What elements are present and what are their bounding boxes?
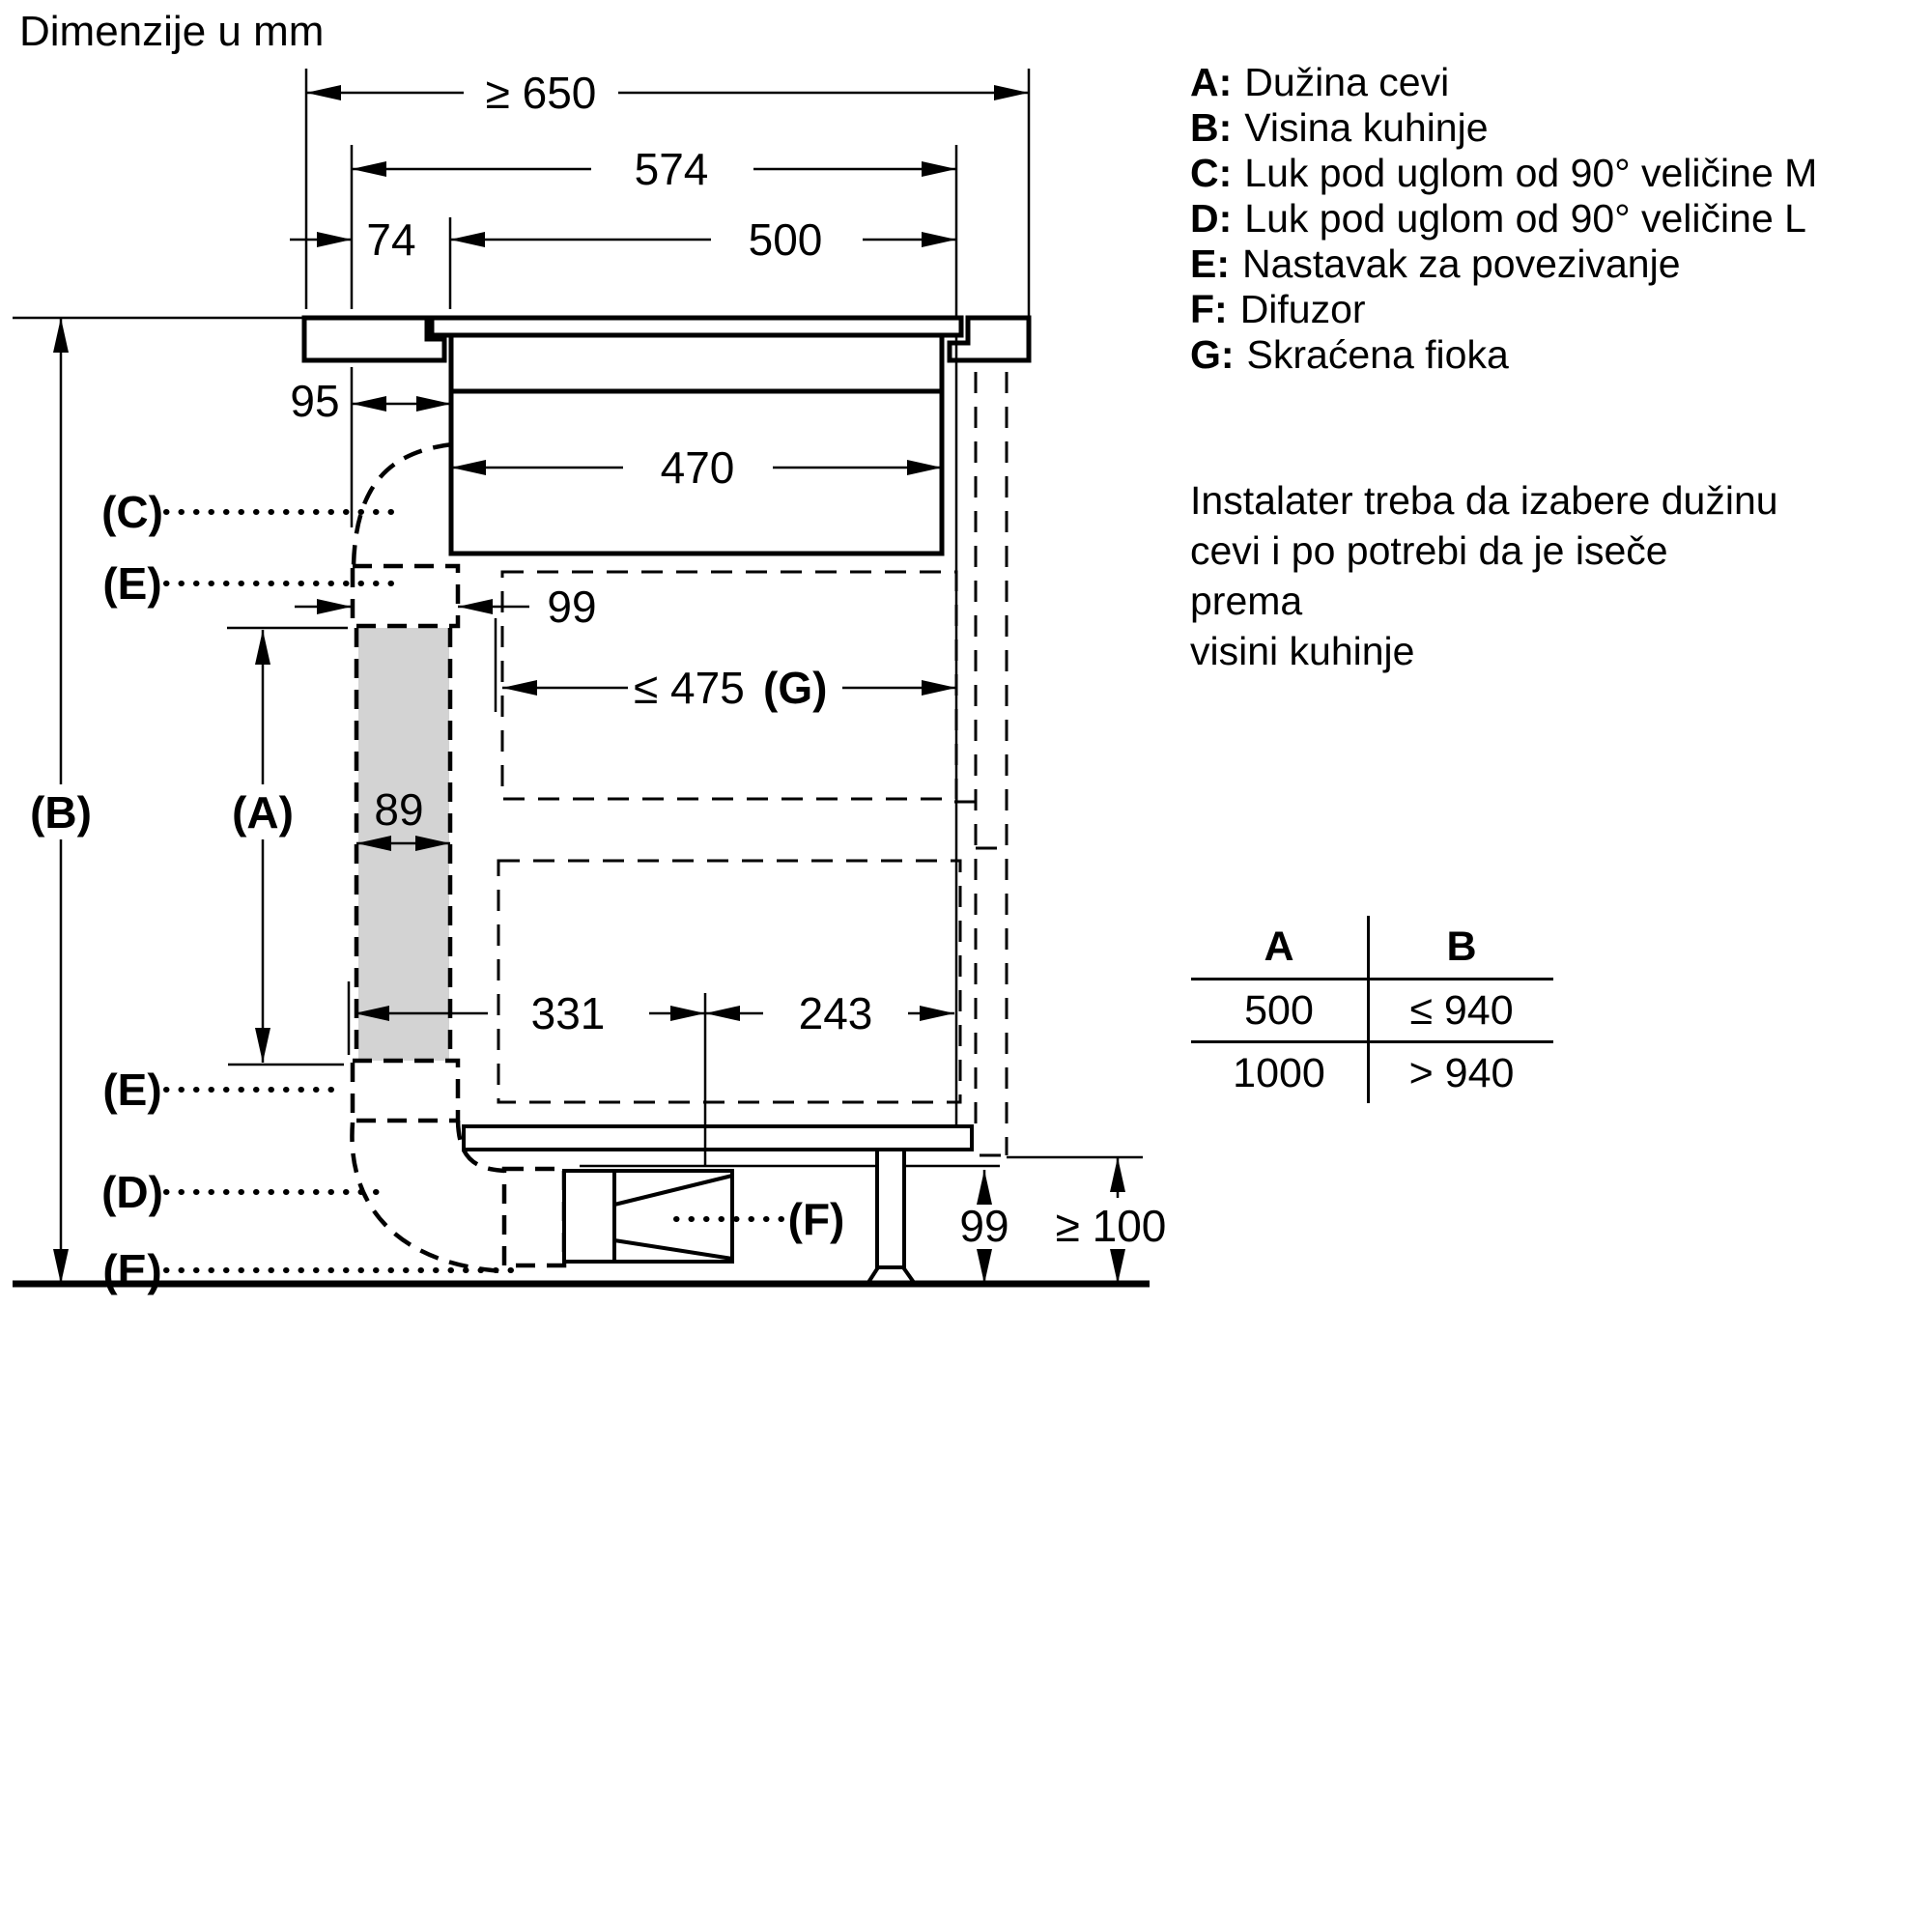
legend-item-g	[1190, 332, 1770, 378]
label-elbow-m-c: (C)	[101, 487, 163, 537]
legend-key-e: E:	[1190, 242, 1230, 286]
dim-connector-width	[295, 582, 597, 632]
elbow-90-size-l	[352, 1121, 504, 1271]
cabinet-back-panel-dashed	[954, 372, 1007, 1155]
label-pipe-length-a: (A)	[232, 787, 294, 838]
dim-connector-width-value: 99	[547, 582, 597, 632]
label-connector-e-top: (E)	[102, 558, 162, 609]
legend-label-c: Luk pod uglom od 90° veličine M	[1244, 151, 1818, 195]
dim-glass-width-value: 574	[634, 144, 709, 194]
legend-label-e: Nastavak za povezivanje	[1242, 242, 1681, 286]
legend-label-g: Skraćena fioka	[1246, 332, 1509, 377]
callout-connector-e-middle	[102, 1065, 346, 1115]
legend-key-a: A:	[1190, 60, 1233, 104]
dim-floor-clearance	[1056, 1157, 1167, 1284]
legend-item-c	[1190, 151, 1818, 196]
connector-horizontal	[504, 1169, 564, 1265]
dim-left-offset	[290, 214, 416, 265]
dim-drawer-depth-value: ≤ 475	[634, 663, 745, 713]
legend-item-f	[1190, 287, 1770, 332]
dim-pipe-length-a	[227, 628, 348, 1065]
table-header-a: A	[1191, 916, 1367, 980]
label-connector-e-bottom: (E)	[102, 1245, 162, 1295]
dim-drawer-depth-key: (G)	[763, 663, 828, 713]
legend-label-a: Dužina cevi	[1244, 60, 1450, 104]
installer-note-line-2: cevi i po potrebi da je iseče prema	[1190, 528, 1668, 623]
legend-item-d	[1190, 196, 1806, 242]
diffuser	[564, 1171, 732, 1262]
callout-elbow-l-d	[101, 1167, 386, 1217]
dim-rear-inset-value: 95	[290, 376, 340, 426]
table-header-b: B	[1367, 916, 1553, 980]
cabinet-leg	[867, 1150, 915, 1284]
table-cell-a1: 500	[1191, 980, 1367, 1043]
dim-min-worktop-width	[13, 68, 1029, 318]
legend-label-f: Difuzor	[1239, 287, 1366, 331]
dim-drawer-depth	[496, 618, 956, 713]
dim-duct-width-value: 89	[374, 784, 424, 835]
table-cell-b2: > 940	[1367, 1043, 1553, 1103]
pipe-length-table	[1191, 916, 1553, 1103]
installer-note	[1190, 475, 1789, 676]
label-connector-e-middle: (E)	[102, 1065, 162, 1115]
hob-glass-panel	[432, 318, 961, 335]
dim-diffuser-height-value: 99	[959, 1201, 1009, 1251]
installer-note-line-1: Instalater treba da izabere dužinu	[1190, 478, 1778, 523]
elbow-90-size-m	[354, 444, 452, 566]
legend-key-g: G:	[1190, 332, 1235, 377]
dim-duct-to-rear-value: 331	[530, 988, 606, 1038]
dim-rear-span	[705, 988, 954, 1038]
legend-item-e	[1190, 242, 1770, 287]
dim-floor-clearance-value: ≥ 100	[1055, 1201, 1167, 1251]
table-cell-a2: 1000	[1233, 1049, 1325, 1096]
dim-cutout-width-value: 500	[748, 214, 823, 265]
dim-left-offset-value: 74	[366, 214, 416, 265]
dim-cutout-width	[450, 214, 956, 309]
dim-rear-span-value: 243	[798, 988, 873, 1038]
legend-key-d: D:	[1190, 196, 1233, 241]
worktop-left-section	[304, 318, 444, 360]
legend-label-b: Visina kuhinje	[1244, 105, 1489, 150]
dim-rear-inset	[290, 367, 451, 527]
legend-key-f: F:	[1190, 287, 1228, 331]
dim-glass-width	[352, 144, 956, 309]
dim-min-worktop-width-value: ≥ 650	[485, 68, 597, 118]
connector-top	[353, 566, 458, 626]
page-title: Dimenzije u mm	[19, 8, 325, 55]
label-kitchen-height-b: (B)	[30, 787, 92, 838]
drawer-outline-lower	[498, 861, 960, 1102]
legend	[1190, 60, 1818, 378]
legend-item-a	[1190, 60, 1770, 105]
installer-note-line-3: visini kuhinje	[1190, 629, 1415, 673]
legend-item-b	[1190, 105, 1770, 151]
connector-bottom	[353, 1061, 458, 1121]
callout-connector-e-bottom	[102, 1245, 520, 1295]
cabinet-bottom-shelf	[464, 1126, 972, 1150]
label-diffuser-f: (F)	[787, 1194, 845, 1244]
table-cell-b1: ≤ 940	[1367, 980, 1553, 1043]
legend-key-b: B:	[1190, 105, 1233, 150]
legend-label-d: Luk pod uglom od 90° veličine L	[1244, 196, 1806, 241]
label-elbow-l-d: (D)	[101, 1167, 163, 1217]
legend-key-c: C:	[1190, 151, 1233, 195]
dim-kitchen-height-b	[30, 318, 92, 1284]
dim-body-width-value: 470	[660, 442, 735, 493]
dim-diffuser-height	[959, 1170, 1009, 1284]
